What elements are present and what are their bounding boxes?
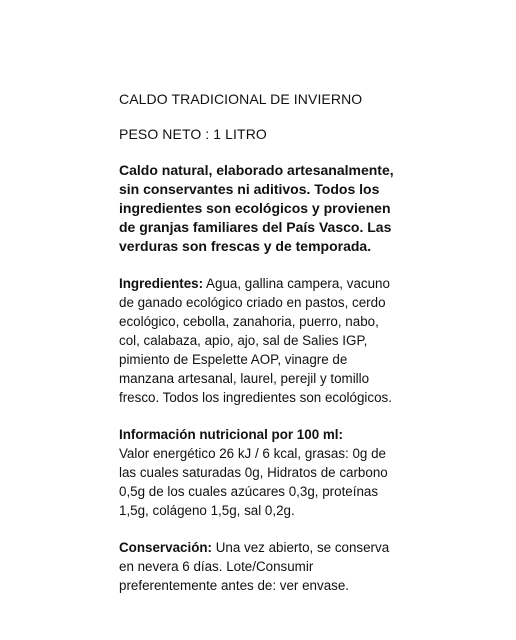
spacer: [119, 143, 394, 161]
ingredients-text: Agua, gallina campera, vacuno de ganado ecológico criado en pastos, cerdo ecológico, cebolla, zanahoria, puerro, nabo, col, calabaza, apio, ajo, sal de Salies IGP, pimiento de Espelette AOP, vinagre de manzana artesanal, laurel, perejil y tomillo fresco. Todos los ingredientes son ecológicos.: [119, 276, 392, 405]
storage-section: [119, 538, 394, 595]
nutrition-heading: Información nutricional por 100 ml:: [119, 427, 343, 442]
product-name: CALDO TRADICIONAL DE INVIERNO: [119, 91, 363, 107]
spacer: [119, 256, 394, 274]
spacer: [119, 108, 394, 125]
storage-heading: Conservación:: [119, 540, 213, 555]
storage-text: Una vez abierto, se conserva en nevera 6 días. Lote/Consumir preferentemente antes de: ver envase.: [119, 540, 390, 593]
nutrition-section: [119, 425, 394, 520]
ingredients-section: [119, 274, 394, 407]
net-weight: PESO NETO : 1 LITRO: [119, 126, 267, 142]
product-label: [119, 90, 394, 595]
spacer: [119, 407, 394, 425]
spacer: [119, 520, 394, 538]
nutrition-text: Valor energético 26 kJ / 6 kcal, grasas: 0g de las cuales saturadas 0g, Hidratos de carbono 0,5g de los cuales azúcares 0,3g, proteínas 1,5g, colágeno 1,5g, sal 0,2g.: [119, 446, 388, 518]
product-description: Caldo natural, elaborado artesanalmente, sin conservantes ni aditivos. Todos los ingredientes son ecológicos y provienen de granjas familiares del País Vasco. Las verduras son frescas y de temporada.: [119, 162, 394, 254]
ingredients-heading: Ingredientes:: [119, 276, 204, 291]
